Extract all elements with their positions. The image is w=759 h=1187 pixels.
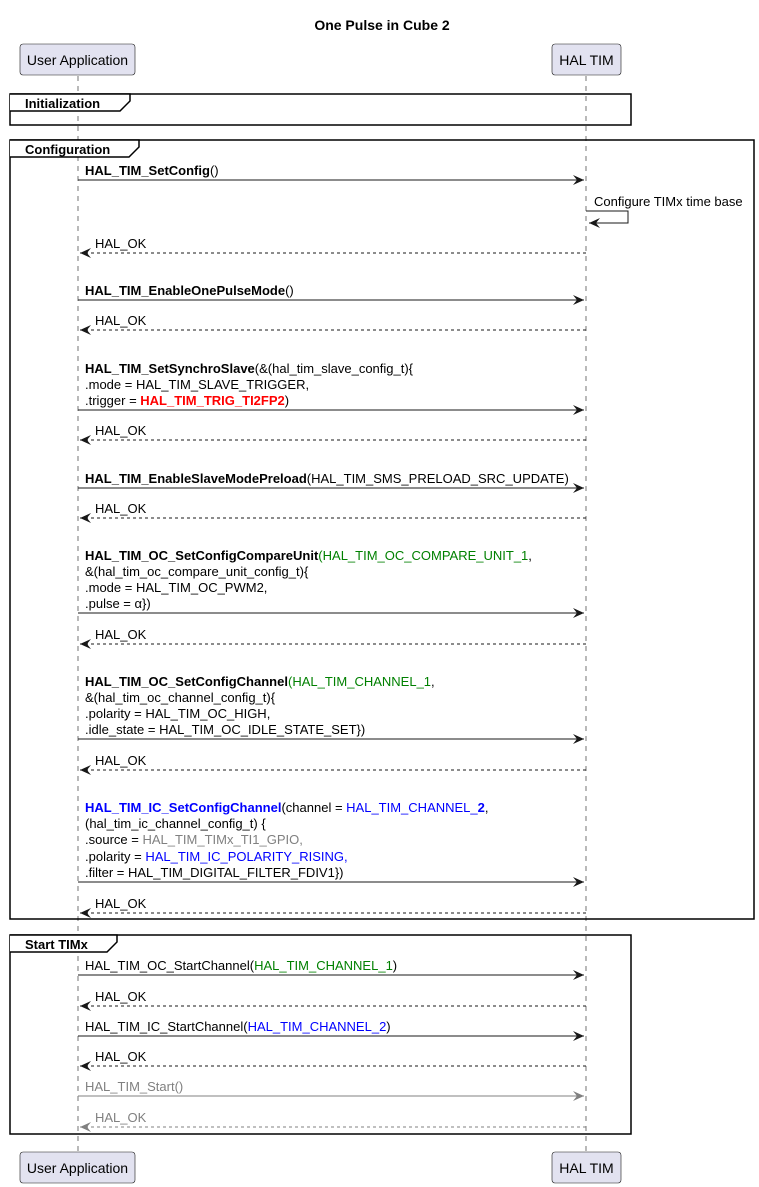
message-label: HAL_TIM_IC_StartChannel(HAL_TIM_CHANNEL_2): [85, 1019, 391, 1034]
return-hal-ok: [80, 753, 586, 770]
message-enable-one-pulse-mode: [78, 283, 584, 300]
message-label-line-4: .pulse = α}): [85, 596, 151, 611]
return-hal-ok: [80, 236, 586, 253]
return-label: HAL_OK: [95, 236, 147, 251]
return-label: HAL_OK: [95, 313, 147, 328]
participant-user-application-top: [20, 44, 135, 75]
message-label-line-3: .mode = HAL_TIM_OC_PWM2,: [85, 580, 268, 595]
message-label-line-1: HAL_TIM_IC_SetConfigChannel(channel = HAL_TIM_CHANNEL_2,: [85, 800, 489, 815]
participant-label: User Application: [26, 52, 129, 68]
message-label-line-1: HAL_TIM_OC_SetConfigCompareUnit(HAL_TIM_OC_COMPARE_UNIT_1,: [85, 548, 532, 563]
return-hal-ok: [80, 896, 586, 913]
group-label: Start TIMx: [25, 937, 88, 952]
message-label-line-4: .polarity = HAL_TIM_IC_POLARITY_RISING,: [85, 849, 348, 864]
message-oc-start-channel: [78, 958, 584, 975]
participant-label: HAL TIM: [559, 52, 614, 68]
participant-hal-tim-top: [552, 44, 621, 75]
message-label-line-2: &(hal_tim_oc_channel_config_t){: [85, 690, 276, 705]
message-ic-set-config-channel: [78, 800, 584, 882]
message-label: HAL_TIM_Start(): [85, 1079, 184, 1094]
message-label-line-3: .trigger = HAL_TIM_TRIG_TI2FP2): [85, 393, 290, 408]
message-label-line-1: HAL_TIM_SetSynchroSlave(&(hal_tim_slave_config_t){: [85, 361, 414, 376]
message-label-line-1: HAL_TIM_OC_SetConfigChannel(HAL_TIM_CHANNEL_1,: [85, 674, 435, 689]
participant-label: User Application: [26, 1160, 129, 1176]
message-label-line-2: .mode = HAL_TIM_SLAVE_TRIGGER,: [85, 377, 310, 392]
message-oc-set-config-compare-unit: [78, 548, 584, 613]
participant-user-application-bottom: [20, 1152, 135, 1183]
return-label: HAL_OK: [95, 627, 147, 642]
participant-hal-tim-bottom: [552, 1152, 621, 1183]
message-label-line-2: (hal_tim_ic_channel_config_t) {: [85, 816, 266, 831]
message-enable-slave-mode-preload: [78, 471, 584, 488]
return-label: HAL_OK: [95, 501, 147, 516]
message-label: HAL_TIM_EnableSlaveModePreload(HAL_TIM_SMS_PRELOAD_SRC_UPDATE): [85, 471, 569, 486]
message-label-line-5: .filter = HAL_TIM_DIGITAL_FILTER_FDIV1}): [85, 865, 344, 880]
message-label-line-3: .source = HAL_TIM_TIMx_TI1_GPIO,: [85, 832, 303, 847]
message-oc-set-config-channel: [78, 674, 584, 739]
message-label-line-4: .idle_state = HAL_TIM_OC_IDLE_STATE_SET}): [85, 722, 366, 737]
return-label: HAL_OK: [95, 753, 147, 768]
return-hal-ok: [80, 501, 586, 518]
group-label: Initialization: [25, 96, 101, 111]
return-hal-ok: [80, 423, 586, 440]
return-hal-ok-gray: [80, 1110, 586, 1127]
message-label: HAL_TIM_OC_StartChannel(HAL_TIM_CHANNEL_1): [85, 958, 398, 973]
return-hal-ok: [80, 989, 586, 1006]
message-label: HAL_TIM_EnableOnePulseMode(): [85, 283, 294, 298]
return-label: HAL_OK: [95, 896, 147, 911]
message-set-synchro-slave: [78, 361, 584, 410]
message-set-config: [78, 163, 584, 180]
diagram-title: One Pulse in Cube 2: [314, 17, 450, 33]
self-message-label: Configure TIMx time base: [594, 194, 743, 209]
message-ic-start-channel: [78, 1019, 584, 1036]
self-arrow: [586, 211, 628, 223]
message-label: HAL_TIM_SetConfig(): [85, 163, 219, 178]
message-tim-start: [78, 1079, 584, 1096]
participant-label: HAL TIM: [559, 1160, 614, 1176]
return-hal-ok: [80, 1049, 586, 1066]
return-label: HAL_OK: [95, 989, 147, 1004]
message-label-line-2: &(hal_tim_oc_compare_unit_config_t){: [85, 564, 309, 579]
message-label-line-3: .polarity = HAL_TIM_OC_HIGH,: [85, 706, 271, 721]
message-configure-time-base: [586, 194, 743, 223]
group-label: Configuration: [25, 142, 111, 157]
return-hal-ok: [80, 627, 586, 644]
return-label: HAL_OK: [95, 423, 147, 438]
return-label: HAL_OK: [95, 1049, 147, 1064]
return-hal-ok: [80, 313, 586, 330]
group-initialization: [10, 94, 631, 125]
return-label: HAL_OK: [95, 1110, 147, 1125]
